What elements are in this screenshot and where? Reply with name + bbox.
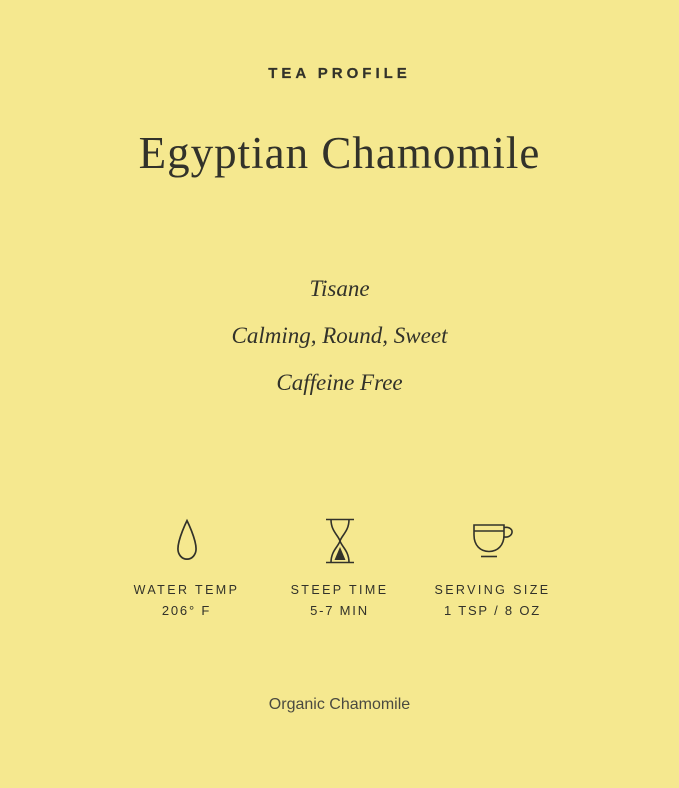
brew-value: 5-7 MIN (310, 603, 369, 618)
brew-label: WATER TEMP (133, 583, 240, 597)
tasting-notes (0, 265, 679, 406)
brew-col-steep-time (263, 513, 416, 618)
brew-value: 1 TSP / 8 OZ (444, 603, 541, 618)
eyebrow-text: TEA PROFILE (268, 65, 411, 82)
note-caffeine: Caffeine Free (276, 370, 403, 395)
brew-label: SERVING SIZE (434, 583, 551, 597)
hourglass-icon (318, 513, 362, 569)
ingredients-text: Organic Chamomile (268, 696, 411, 713)
brew-info-row (0, 513, 679, 618)
note-tea-type: Tisane (309, 276, 370, 301)
brew-value: 206° F (161, 603, 212, 618)
water-drop-icon (170, 513, 204, 569)
brew-col-water-temp (110, 513, 263, 618)
page-title: Egyptian Chamomile (138, 128, 541, 178)
brew-col-serving-size (416, 513, 569, 618)
teacup-icon (465, 513, 521, 569)
note-flavor: Calming, Round, Sweet (231, 323, 448, 348)
brew-label: STEEP TIME (290, 583, 389, 597)
